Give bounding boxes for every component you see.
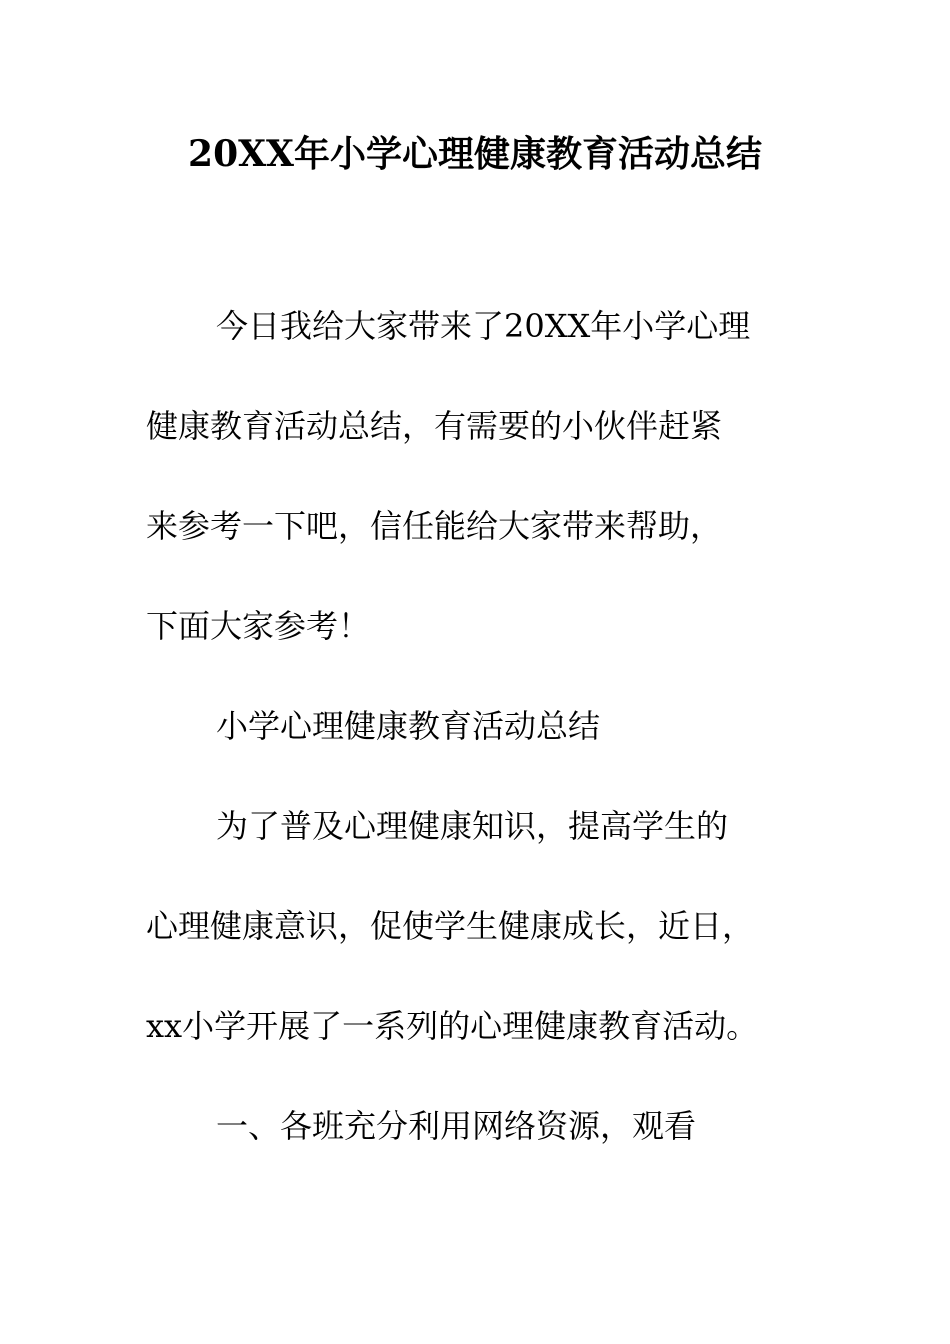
intro-line-1: 今日我给大家带来了20XX年小学心理 xyxy=(216,307,751,345)
body-line-2: 心理健康意识，促使学生健康成长，近日， xyxy=(146,907,755,945)
section-subtitle: 小学心理健康教育活动总结 xyxy=(216,707,601,745)
intro-line-3: 来参考一下吧，信任能给大家带来帮助， xyxy=(146,507,723,545)
body-line-3: xx小学开展了一系列的心理健康教育活动。 xyxy=(146,1007,759,1045)
intro-line-2: 健康教育活动总结，有需要的小伙伴赶紧 xyxy=(146,407,723,445)
intro-line-4: 下面大家参考！ xyxy=(146,607,371,645)
body-line-1: 为了普及心理健康知识，提高学生的 xyxy=(216,807,729,845)
section-heading: 一、各班充分利用网络资源，观看 xyxy=(216,1107,697,1145)
document-title: 20XX年小学心理健康教育活动总结 xyxy=(188,133,762,175)
